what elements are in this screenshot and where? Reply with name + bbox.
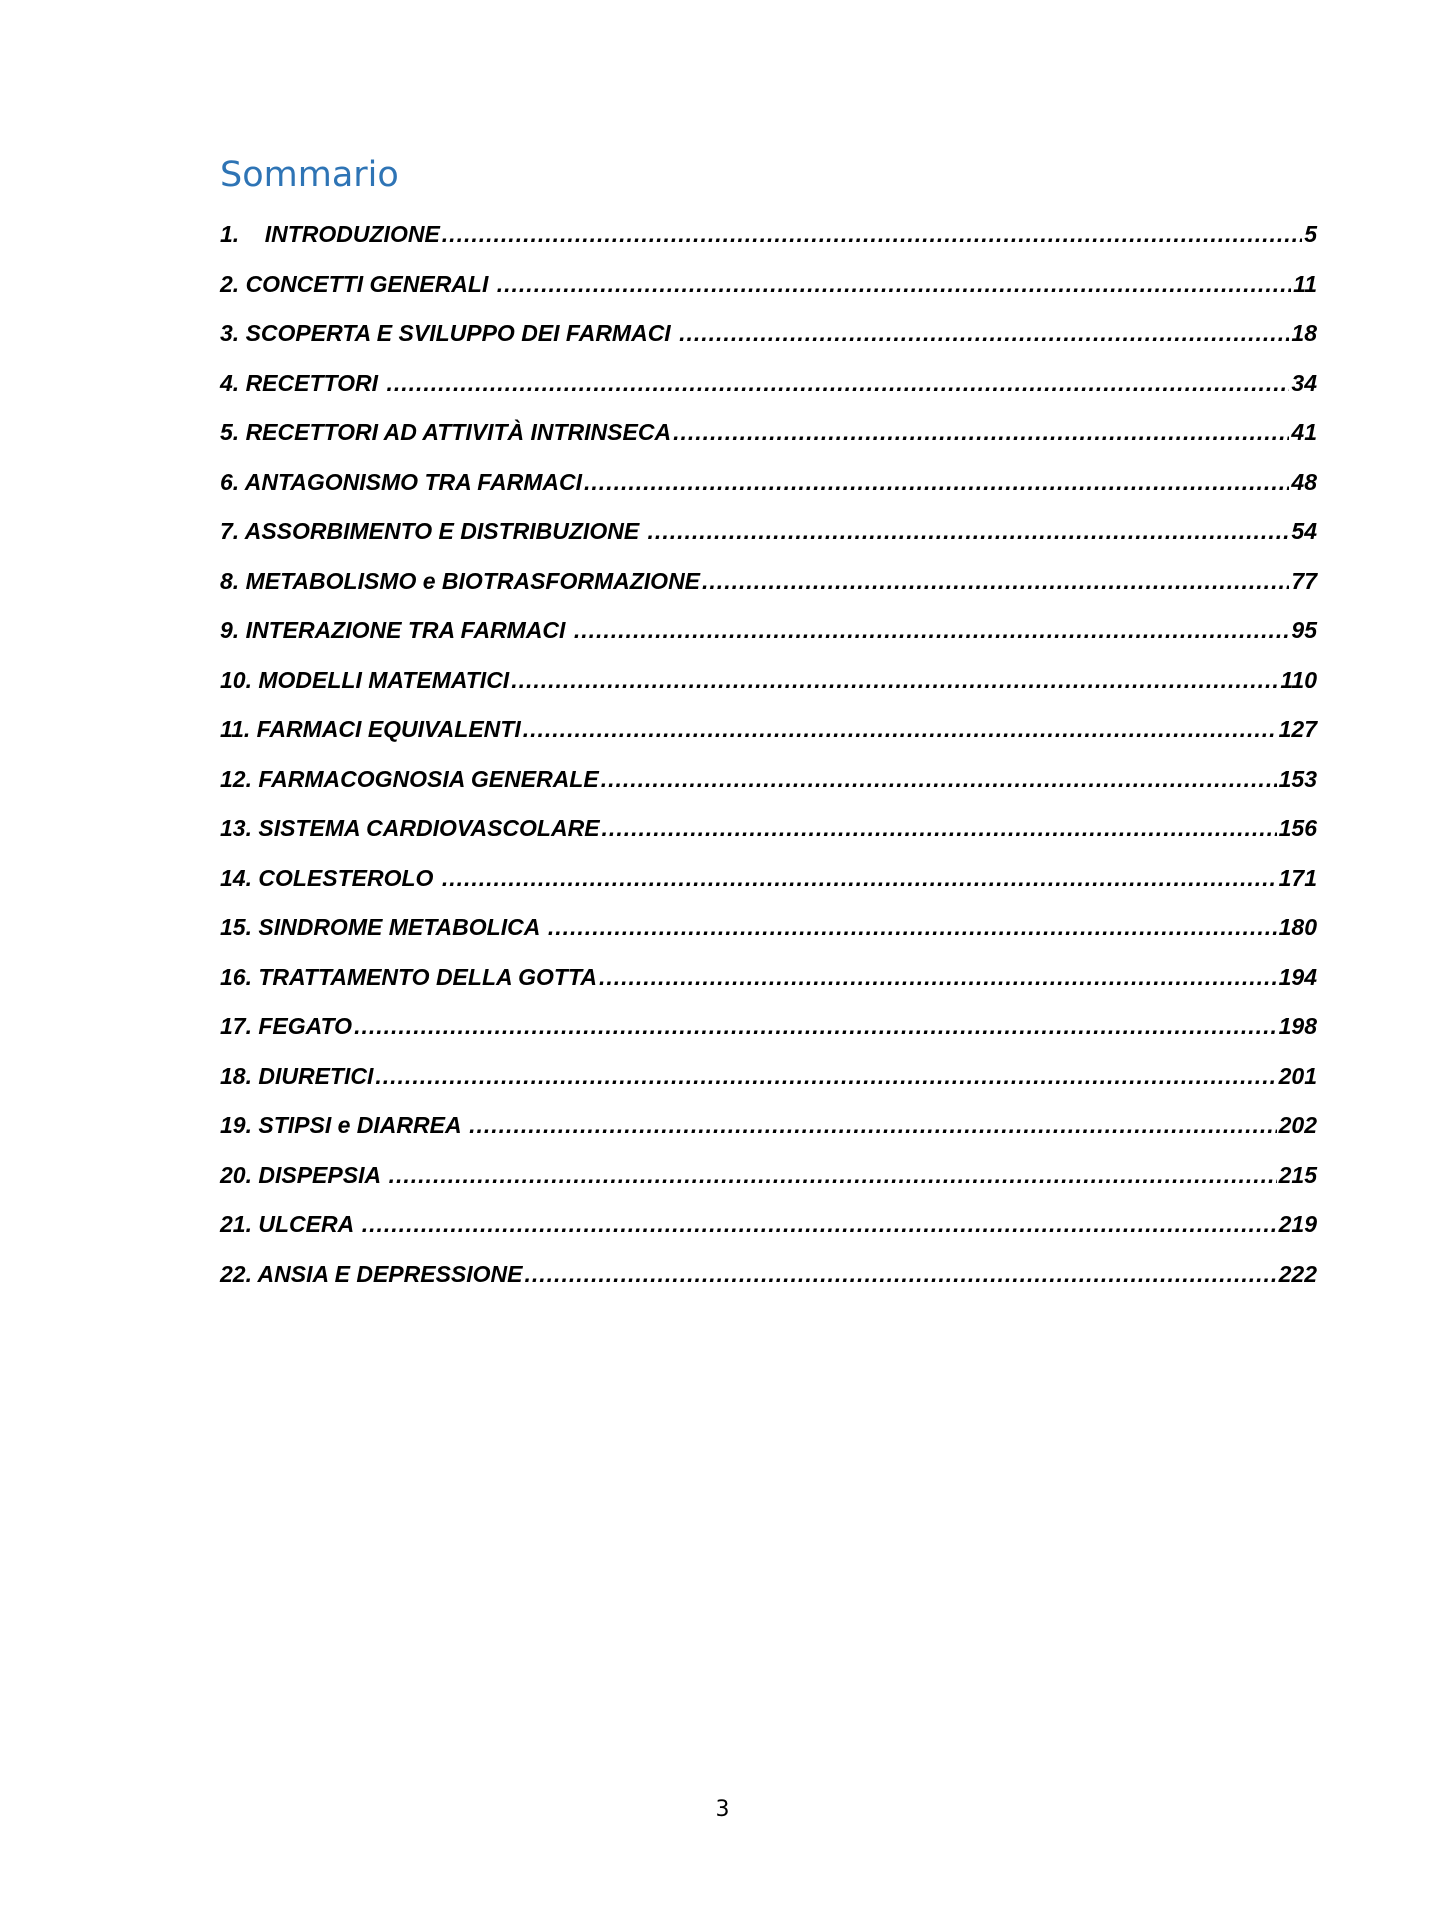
- toc-entry-page: 5: [1304, 221, 1317, 247]
- toc-entry-17[interactable]: [220, 1004, 1317, 1054]
- toc-entry-page: 18: [1291, 320, 1317, 346]
- toc-entry-label: 16. TRATTAMENTO DELLA GOTTA: [220, 963, 597, 990]
- toc-entry-12[interactable]: [220, 757, 1317, 807]
- toc-entry-page: 95: [1291, 617, 1317, 643]
- toc-entry-7[interactable]: [220, 509, 1317, 559]
- table-of-contents: [220, 212, 1317, 1301]
- toc-entry-page: 48: [1291, 468, 1317, 495]
- toc-entry-page: 77: [1291, 567, 1317, 594]
- toc-entry-9[interactable]: [220, 608, 1317, 658]
- toc-entry-label: 17. FEGATO: [220, 1013, 353, 1039]
- toc-entry-page: 11: [1293, 270, 1317, 297]
- toc-dot-leader: [523, 707, 1277, 751]
- toc-entry-label: 15. SINDROME METABOLICA: [220, 914, 546, 940]
- toc-entry-4[interactable]: [220, 361, 1317, 411]
- toc-entry-15[interactable]: [220, 905, 1317, 955]
- toc-entry-13[interactable]: [220, 806, 1317, 856]
- toc-entry-5[interactable]: [220, 410, 1317, 460]
- toc-entry-label: 4. RECETTORI: [220, 369, 385, 396]
- toc-dot-leader: [389, 1153, 1277, 1197]
- toc-entry-page: 110: [1280, 666, 1317, 693]
- toc-entry-label: 14. COLESTEROLO: [220, 864, 440, 891]
- toc-entry-page: 215: [1278, 1161, 1317, 1188]
- toc-entry-21[interactable]: [220, 1202, 1317, 1252]
- toc-dot-leader: [702, 559, 1289, 603]
- toc-entry-label: 21. ULCERA: [220, 1211, 360, 1237]
- toc-entry-page: 153: [1278, 765, 1317, 792]
- toc-entry-20[interactable]: [220, 1153, 1317, 1203]
- toc-title: Sommario: [220, 155, 399, 195]
- toc-dot-leader: [602, 806, 1277, 850]
- toc-entry-page: 222: [1278, 1260, 1317, 1287]
- toc-entry-page: 54: [1291, 518, 1317, 544]
- toc-entry-14[interactable]: [220, 856, 1317, 906]
- toc-dot-leader: [574, 608, 1290, 652]
- toc-dot-leader: [584, 460, 1289, 504]
- toc-dot-leader: [362, 1202, 1277, 1246]
- toc-entry-page: 202: [1278, 1112, 1317, 1138]
- toc-entry-label: 2. CONCETTI GENERALI: [220, 270, 495, 297]
- toc-entry-page: 219: [1278, 1211, 1317, 1237]
- toc-dot-leader: [599, 955, 1277, 999]
- toc-dot-leader: [601, 757, 1277, 801]
- toc-entry-label: 18. DIURETICI: [220, 1062, 374, 1089]
- toc-dot-leader: [442, 856, 1277, 900]
- toc-dot-leader: [548, 905, 1277, 949]
- toc-entry-label: 1. INTRODUZIONE: [220, 221, 440, 247]
- toc-entry-label: 7. ASSORBIMENTO E DISTRIBUZIONE: [220, 518, 646, 544]
- toc-dot-leader: [511, 658, 1278, 702]
- page-number: 3: [715, 1797, 730, 1822]
- toc-dot-leader: [679, 311, 1289, 355]
- toc-entry-label: 5. RECETTORI AD ATTIVITÀ INTRINSECA: [220, 419, 672, 445]
- toc-entry-page: 34: [1291, 369, 1317, 396]
- toc-entry-label: 10. MODELLI MATEMATICI: [220, 666, 510, 693]
- toc-entry-page: 194: [1278, 963, 1317, 990]
- toc-entry-page: 201: [1278, 1062, 1317, 1089]
- toc-dot-leader: [386, 361, 1289, 405]
- toc-entry-label: 11. FARMACI EQUIVALENTI: [220, 716, 521, 742]
- toc-entry-label: 19. STIPSI e DIARREA: [220, 1112, 468, 1138]
- toc-dot-leader: [375, 1054, 1276, 1098]
- toc-entry-6[interactable]: [220, 460, 1317, 510]
- toc-entry-page: 41: [1291, 419, 1317, 445]
- toc-entry-19[interactable]: [220, 1103, 1317, 1153]
- toc-entry-11[interactable]: [220, 707, 1317, 757]
- toc-entry-page: 180: [1278, 914, 1317, 940]
- toc-entry-page: 127: [1278, 716, 1317, 742]
- toc-entry-label: 3. SCOPERTA E SVILUPPO DEI FARMACI: [220, 320, 678, 346]
- toc-dot-leader: [648, 509, 1290, 553]
- toc-entry-22[interactable]: [220, 1252, 1317, 1302]
- toc-entry-label: 9. INTERAZIONE TRA FARMACI: [220, 617, 572, 643]
- toc-entry-8[interactable]: [220, 559, 1317, 609]
- toc-entry-10[interactable]: [220, 658, 1317, 708]
- toc-dot-leader: [497, 262, 1291, 306]
- toc-entry-2[interactable]: [220, 262, 1317, 312]
- toc-entry-label: 8. METABOLISMO e BIOTRASFORMAZIONE: [220, 567, 701, 594]
- toc-entry-3[interactable]: [220, 311, 1317, 361]
- toc-entry-label: 20. DISPEPSIA: [220, 1161, 387, 1188]
- toc-entry-label: 13. SISTEMA CARDIOVASCOLARE: [220, 815, 600, 841]
- toc-entry-label: 22. ANSIA E DEPRESSIONE: [220, 1260, 523, 1287]
- toc-entry-1[interactable]: [220, 212, 1317, 262]
- toc-dot-leader: [469, 1103, 1277, 1147]
- toc-entry-label: 12. FARMACOGNOSIA GENERALE: [220, 765, 599, 792]
- toc-entry-page: 198: [1278, 1013, 1317, 1039]
- toc-entry-16[interactable]: [220, 955, 1317, 1005]
- toc-dot-leader: [354, 1004, 1277, 1048]
- toc-entry-label: 6. ANTAGONISMO TRA FARMACI: [220, 468, 583, 495]
- toc-entry-18[interactable]: [220, 1054, 1317, 1104]
- toc-dot-leader: [673, 410, 1289, 454]
- toc-entry-page: 171: [1278, 864, 1317, 891]
- toc-entry-page: 156: [1278, 815, 1317, 841]
- toc-dot-leader: [442, 212, 1302, 256]
- toc-dot-leader: [525, 1252, 1277, 1296]
